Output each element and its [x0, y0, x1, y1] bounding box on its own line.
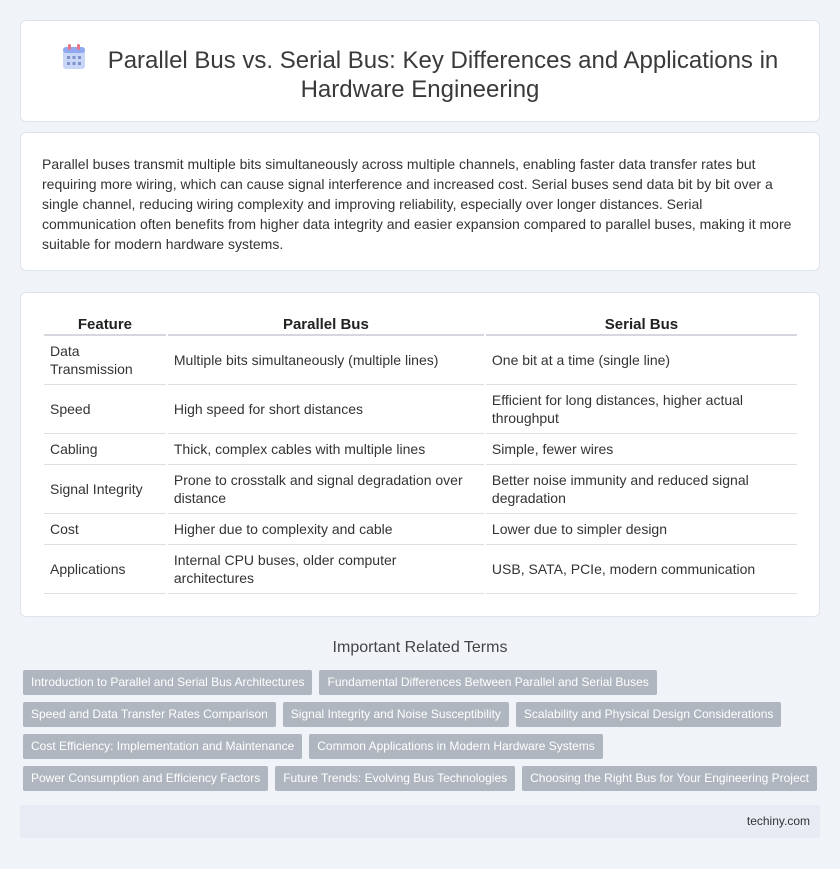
related-terms-row [23, 766, 823, 791]
page-title: Parallel Bus vs. Serial Bus: Key Differences and Applications in Hardware Engineering [107, 47, 779, 103]
cell-feature: Signal Integrity [44, 465, 166, 514]
page-title-wrap [21, 44, 819, 104]
footer [20, 805, 820, 838]
related-terms [23, 670, 823, 798]
related-term-tag[interactable]: Future Trends: Evolving Bus Technologies [275, 766, 515, 791]
header-card [20, 20, 820, 122]
related-term-tag[interactable]: Signal Integrity and Noise Susceptibility [283, 702, 509, 727]
related-term-tag[interactable]: Fundamental Differences Between Parallel and Serial Buses [319, 670, 656, 695]
cell-feature: Cost [44, 514, 166, 545]
related-term-tag[interactable]: Common Applications in Modern Hardware Systems [309, 734, 602, 759]
cell-parallel: Higher due to complexity and cable [168, 514, 484, 545]
table-row [44, 545, 797, 594]
related-terms-row [23, 734, 823, 759]
related-term-tag[interactable]: Cost Efficiency: Implementation and Maintenance [23, 734, 302, 759]
table-header-row [44, 313, 797, 336]
header-feature: Feature [44, 313, 166, 336]
footer-site-link[interactable]: techiny.com [746, 814, 810, 828]
cell-serial: Simple, fewer wires [486, 434, 797, 465]
cell-feature: Data Transmission [44, 336, 166, 385]
intro-paragraph: Parallel buses transmit multiple bits simultaneously across multiple channels, enabling faster data transfer rates but requiring more wiring, which can cause signal interference and increased cost. Serial buses send data bit by bit over a single channel, reducing wiring complexity and improving reliability, especially over longer distances. Serial communication often benefits from higher data integrity and easier expansion compared to parallel buses, making it more suitable for modern hardware systems. [42, 156, 792, 252]
intro-card [20, 132, 820, 271]
table-row [44, 465, 797, 514]
cell-feature: Applications [44, 545, 166, 594]
related-terms-row [23, 702, 823, 727]
cell-parallel: Prone to crosstalk and signal degradation over distance [168, 465, 484, 514]
related-term-tag[interactable]: Choosing the Right Bus for Your Engineering Project [522, 766, 817, 791]
cell-feature: Speed [44, 385, 166, 434]
cell-serial: USB, SATA, PCIe, modern communication [486, 545, 797, 594]
comparison-card [20, 292, 820, 617]
cell-parallel: Multiple bits simultaneously (multiple lines) [168, 336, 484, 385]
calendar-grid-icon [62, 44, 86, 70]
related-terms-row [23, 670, 823, 695]
table-row [44, 514, 797, 545]
cell-parallel: High speed for short distances [168, 385, 484, 434]
related-term-tag[interactable]: Introduction to Parallel and Serial Bus Architectures [23, 670, 312, 695]
related-term-tag[interactable]: Speed and Data Transfer Rates Comparison [23, 702, 276, 727]
header-parallel-bus: Parallel Bus [168, 313, 484, 336]
cell-serial: Lower due to simpler design [486, 514, 797, 545]
cell-serial: Efficient for long distances, higher actual throughput [486, 385, 797, 434]
cell-feature: Cabling [44, 434, 166, 465]
table-row [44, 336, 797, 385]
table-row [44, 385, 797, 434]
related-terms-title: Important Related Terms [332, 639, 508, 656]
cell-serial: One bit at a time (single line) [486, 336, 797, 385]
related-term-tag[interactable]: Power Consumption and Efficiency Factors [23, 766, 268, 791]
header-serial-bus: Serial Bus [486, 313, 797, 336]
related-term-tag[interactable]: Scalability and Physical Design Considerations [516, 702, 781, 727]
cell-parallel: Thick, complex cables with multiple lines [168, 434, 484, 465]
cell-parallel: Internal CPU buses, older computer architectures [168, 545, 484, 594]
cell-serial: Better noise immunity and reduced signal degradation [486, 465, 797, 514]
comparison-table [42, 313, 799, 594]
table-row [44, 434, 797, 465]
